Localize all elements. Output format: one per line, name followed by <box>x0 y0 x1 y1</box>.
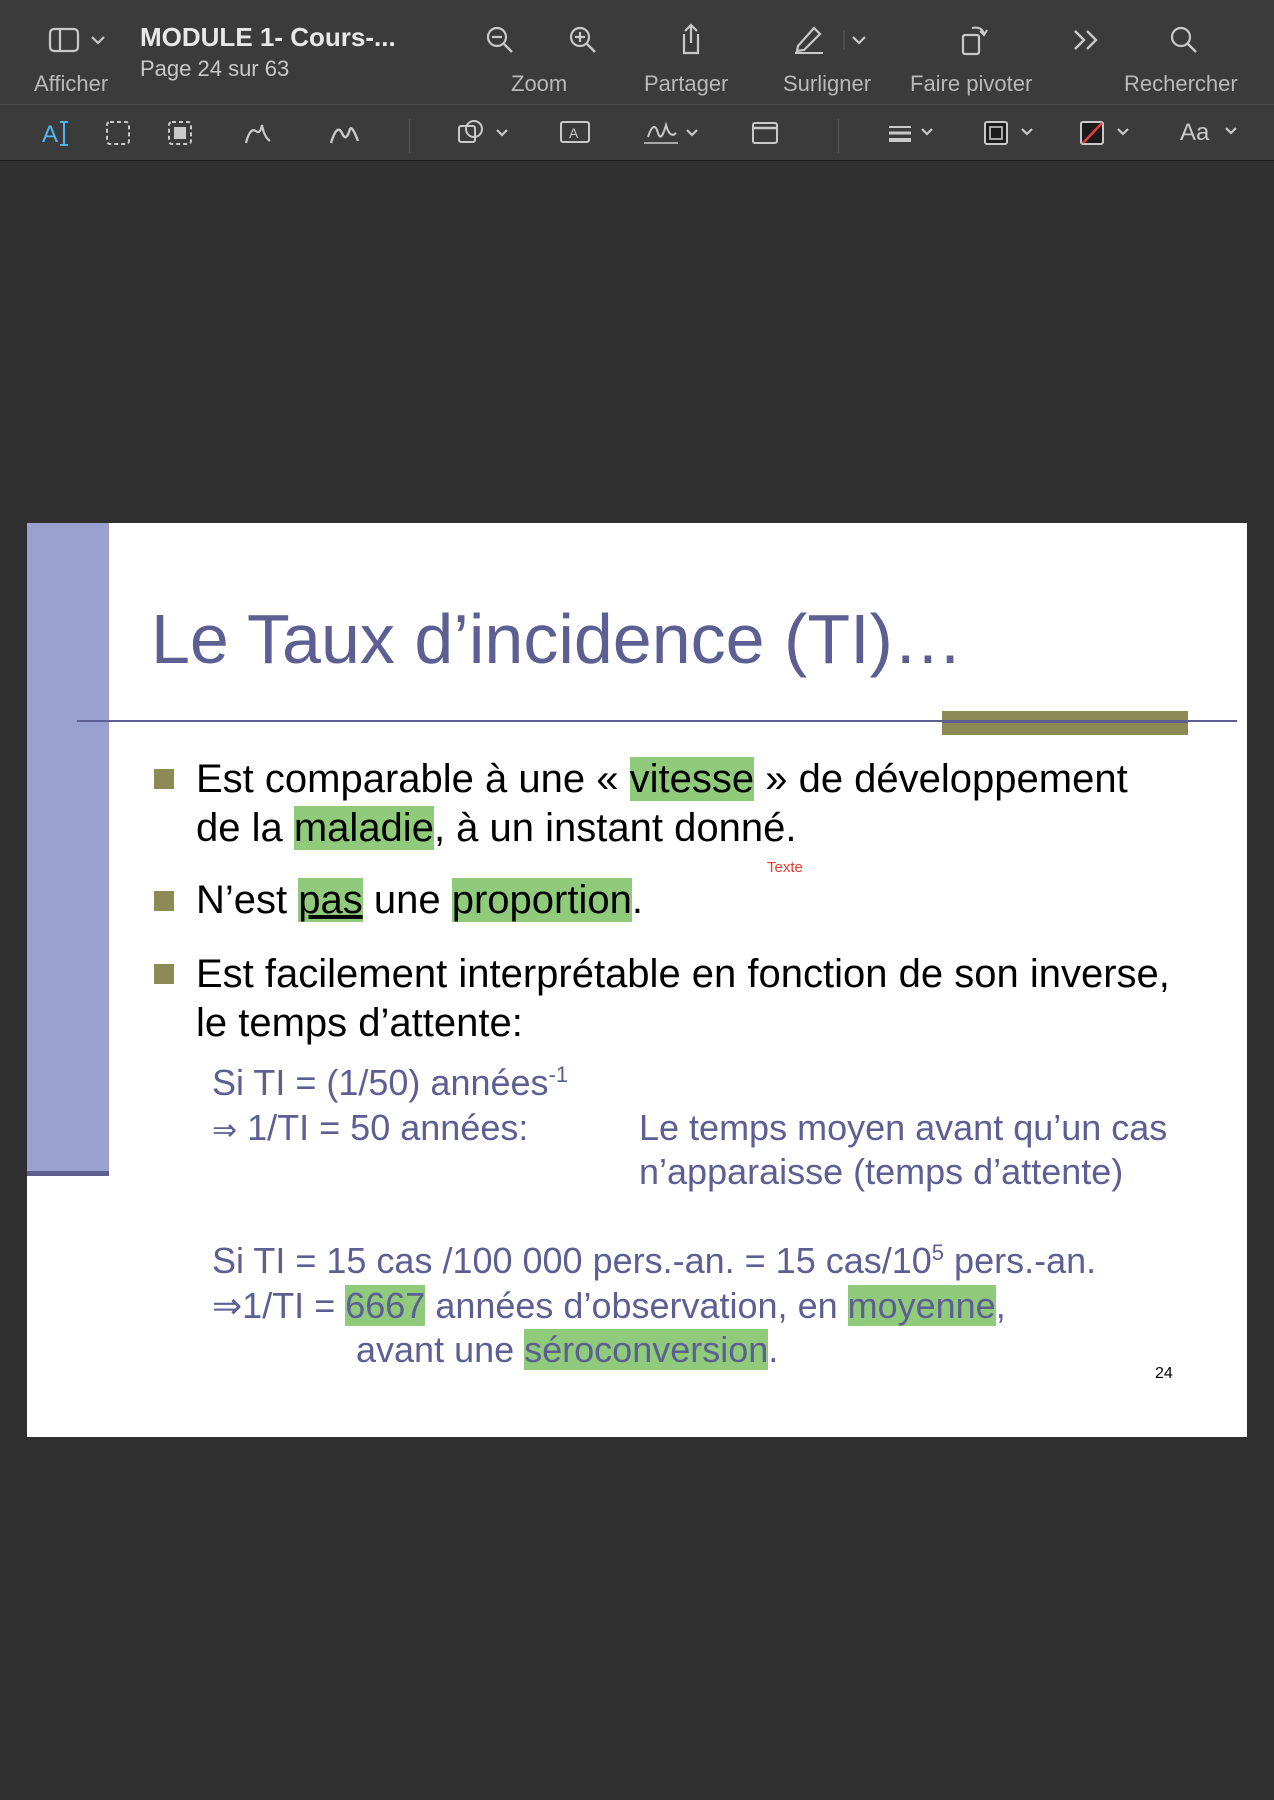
page-indicator: Page 24 sur 63 <box>140 56 290 81</box>
rectangular-selection-icon[interactable] <box>104 119 132 147</box>
example-1-explanation-1: Le temps moyen avant qu’un cas <box>639 1107 1168 1148</box>
implies-arrow: ⇒ <box>212 1285 243 1326</box>
bullet-2 <box>196 876 643 924</box>
highlight-options-chevron-icon[interactable] <box>843 30 867 50</box>
example-2-line-1 <box>212 1239 1096 1283</box>
text-span: années d’observation, en <box>425 1285 848 1326</box>
bullet-marker <box>154 964 174 984</box>
text-span: 1/TI = 50 années: <box>237 1107 529 1148</box>
text-span: 1/TI = <box>242 1285 346 1326</box>
draw-icon[interactable] <box>328 117 362 149</box>
highlight-maladie[interactable]: maladie <box>293 806 434 850</box>
highlighter-icon[interactable] <box>792 22 826 54</box>
implies-arrow: ⇒ <box>212 1114 238 1147</box>
border-color-icon[interactable] <box>982 119 1040 147</box>
highlight-6667[interactable]: 6667 <box>345 1285 426 1326</box>
example-2-line-2 <box>212 1284 1006 1328</box>
highlight-moyenne[interactable]: moyenne <box>847 1285 996 1326</box>
decorative-title-block <box>942 711 1188 735</box>
line-style-icon[interactable] <box>886 119 942 147</box>
highlight-pas[interactable]: pas <box>298 878 363 922</box>
text-span: . <box>631 878 643 922</box>
example-1-line-1 <box>212 1061 568 1105</box>
fill-color-icon[interactable] <box>1078 119 1136 147</box>
surligner-label: Surligner <box>783 71 872 96</box>
text-span: » de développement <box>754 757 1128 801</box>
search-icon[interactable] <box>1169 25 1199 55</box>
toolbar-main-row <box>0 0 1274 104</box>
bullet-marker <box>154 769 174 789</box>
font-style-label: Aa <box>1180 119 1210 146</box>
text-span: , <box>995 1285 1006 1326</box>
shapes-icon[interactable] <box>456 117 516 149</box>
text-span: N’est <box>196 878 299 922</box>
decorative-title-stripe <box>942 720 1188 723</box>
pivoter-label: Faire pivoter <box>910 71 1033 96</box>
slide-title: Le Taux d’incidence (TI)… <box>151 600 963 678</box>
bullet-3-line-2: le temps d’attente: <box>196 1001 523 1045</box>
svg-text:A: A <box>569 125 579 141</box>
text-span: de la <box>196 806 294 850</box>
bullet-1-line-1 <box>196 755 1128 803</box>
bullet-1-line-2 <box>196 804 796 852</box>
decorative-band-edge <box>27 1171 109 1176</box>
sketch-icon[interactable] <box>242 117 274 149</box>
text-span: , à un instant donné. <box>433 806 797 850</box>
superscript: -1 <box>548 1062 569 1087</box>
bullet-3-line-1: Est facilement interprétable en fonction de son inverse, <box>196 952 1170 996</box>
highlight-vitesse[interactable]: vitesse <box>629 757 755 801</box>
decorative-side-band <box>27 523 109 1175</box>
text-annotation[interactable]: Texte <box>767 859 803 876</box>
document-title: MODULE 1- Cours-... <box>140 22 396 52</box>
rotate-icon[interactable] <box>960 22 990 56</box>
highlight-proportion[interactable]: proportion <box>451 878 632 922</box>
signature-icon[interactable] <box>642 115 704 149</box>
example-1-explanation-2: n’apparaisse (temps d’attente) <box>639 1151 1124 1192</box>
text-span: Si TI = 15 cas /100 000 pers.-an. = 15 cas/10 <box>212 1240 932 1281</box>
highlight-seroconversion[interactable]: séroconversion <box>524 1329 769 1370</box>
toolbar-separator <box>838 119 839 153</box>
pdf-page <box>27 523 1247 1437</box>
slide-page-number: 24 <box>1155 1365 1173 1382</box>
text-span: une <box>362 878 452 922</box>
text-span: Si TI = (1/50) années <box>212 1062 549 1103</box>
text-span: pers.-an. <box>944 1240 1097 1281</box>
partager-label: Partager <box>644 71 729 96</box>
svg-text:A: A <box>42 121 59 148</box>
zoom-label: Zoom <box>511 71 568 96</box>
afficher-label: Afficher <box>34 71 109 96</box>
more-tools-chevron-icon[interactable] <box>1072 28 1102 52</box>
zoom-out-icon[interactable] <box>485 25 515 55</box>
text-span: avant une <box>356 1329 525 1370</box>
toolbar <box>0 0 1274 161</box>
text-span: Est comparable à une « <box>196 757 630 801</box>
markup-toolbar <box>0 105 1274 160</box>
text-span: . <box>768 1329 779 1370</box>
text-box-icon[interactable] <box>558 117 592 147</box>
example-1-line-2 <box>212 1106 528 1153</box>
page-layout-icon[interactable] <box>750 119 780 147</box>
share-icon[interactable] <box>675 22 705 56</box>
text-selection-icon[interactable] <box>40 117 72 149</box>
superscript: 5 <box>931 1240 945 1265</box>
example-2-line-3 <box>356 1328 778 1372</box>
bullet-marker <box>154 891 174 911</box>
zoom-in-icon[interactable] <box>568 25 598 55</box>
rechercher-label: Rechercher <box>1124 71 1238 96</box>
toolbar-separator <box>409 119 410 153</box>
sidebar-toggle-button[interactable] <box>48 26 106 56</box>
smart-lasso-icon[interactable] <box>166 119 194 147</box>
